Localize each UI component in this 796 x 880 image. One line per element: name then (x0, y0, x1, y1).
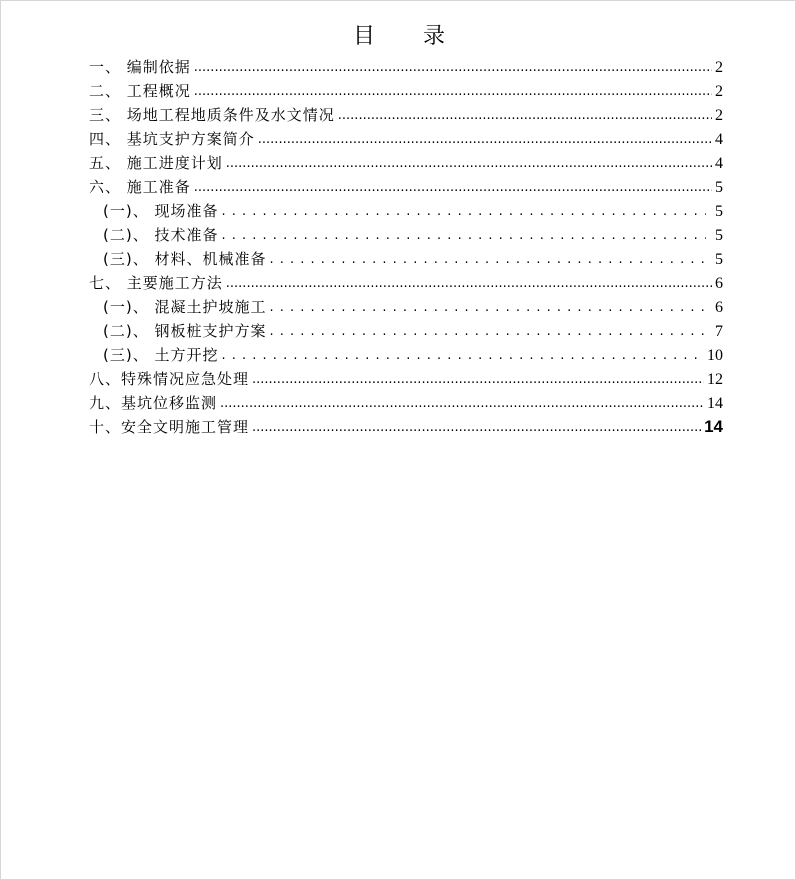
toc-subentry[interactable] (89, 247, 723, 271)
toc-subentry[interactable] (89, 319, 723, 343)
dot-leader (221, 342, 704, 368)
toc-entry-label: (一)、 现场准备 (103, 202, 219, 220)
dot-leader (221, 222, 706, 248)
dot-leader (269, 246, 706, 272)
toc-entry-page: 14 (707, 395, 723, 412)
toc-entry-page: 4 (715, 155, 723, 172)
dot-leader (258, 126, 712, 152)
dot-leader (269, 318, 706, 344)
dot-leader (226, 270, 712, 296)
toc-entry[interactable] (89, 175, 723, 199)
dot-leader (194, 78, 712, 104)
toc-subentry[interactable] (89, 295, 723, 319)
dot-leader (221, 198, 706, 224)
toc-entry-label: 八、特殊情况应急处理 (89, 370, 250, 388)
toc-title (1, 19, 796, 50)
toc-entry-page: 14 (704, 417, 723, 436)
toc-entry-label: 二、 工程概况 (89, 82, 191, 100)
toc-entry[interactable] (89, 103, 723, 127)
toc-entry-label: (二)、 钢板桩支护方案 (103, 322, 267, 340)
toc-entry-page: 5 (715, 203, 723, 220)
toc-entry-label: (三)、 土方开挖 (103, 346, 219, 364)
toc-entry-page: 12 (707, 371, 723, 388)
toc-entry-page: 2 (715, 59, 723, 76)
dot-leader (194, 174, 712, 200)
toc-entry-page: 5 (715, 179, 723, 196)
toc-entry-page: 5 (715, 251, 723, 268)
toc-entry-page: 2 (715, 107, 723, 124)
toc-entry[interactable] (89, 127, 723, 151)
dot-leader (220, 390, 704, 416)
toc-entry-page: 2 (715, 83, 723, 100)
toc-entry[interactable] (89, 367, 723, 391)
toc-title-part1: 目 (352, 24, 375, 49)
toc-entry-page: 10 (707, 347, 723, 364)
toc-title-part2: 录 (423, 24, 446, 49)
toc-entry-page: 5 (715, 227, 723, 244)
toc-entry[interactable] (89, 271, 723, 295)
toc-entry[interactable] (89, 415, 723, 439)
toc-entry-page: 6 (715, 275, 723, 292)
toc-entry-label: 四、 基坑支护方案简介 (89, 130, 255, 148)
toc-entry-label: (一)、 混凝土护坡施工 (103, 298, 267, 316)
dot-leader (194, 54, 712, 80)
dot-leader (269, 294, 706, 320)
toc-entry[interactable] (89, 79, 723, 103)
toc-subentry[interactable] (89, 199, 723, 223)
toc-entry-label: 十、安全文明施工管理 (89, 418, 250, 436)
toc-entry-page: 4 (715, 131, 723, 148)
dot-leader (252, 366, 704, 392)
dot-leader (252, 414, 701, 440)
toc-entry-label: (三)、 材料、机械准备 (103, 250, 267, 268)
toc-entry-label: 五、 施工进度计划 (89, 154, 223, 172)
toc-entry[interactable] (89, 151, 723, 175)
toc-entry-label: 一、 编制依据 (89, 58, 191, 76)
toc-entry-label: 六、 施工准备 (89, 178, 191, 196)
toc-entry-label: 七、 主要施工方法 (89, 274, 223, 292)
toc-entry-label: 三、 场地工程地质条件及水文情况 (89, 106, 335, 124)
toc-entry[interactable] (89, 55, 723, 79)
dot-leader (338, 102, 712, 128)
toc-entry-label: 九、基坑位移监测 (89, 394, 218, 412)
toc-subentry[interactable] (89, 343, 723, 367)
toc-subentry[interactable] (89, 223, 723, 247)
toc-entry-page: 6 (715, 299, 723, 316)
toc-entry-page: 7 (715, 323, 723, 340)
dot-leader (226, 150, 712, 176)
table-of-contents (89, 55, 723, 439)
toc-entry-label: (二)、 技术准备 (103, 226, 219, 244)
toc-entry[interactable] (89, 391, 723, 415)
